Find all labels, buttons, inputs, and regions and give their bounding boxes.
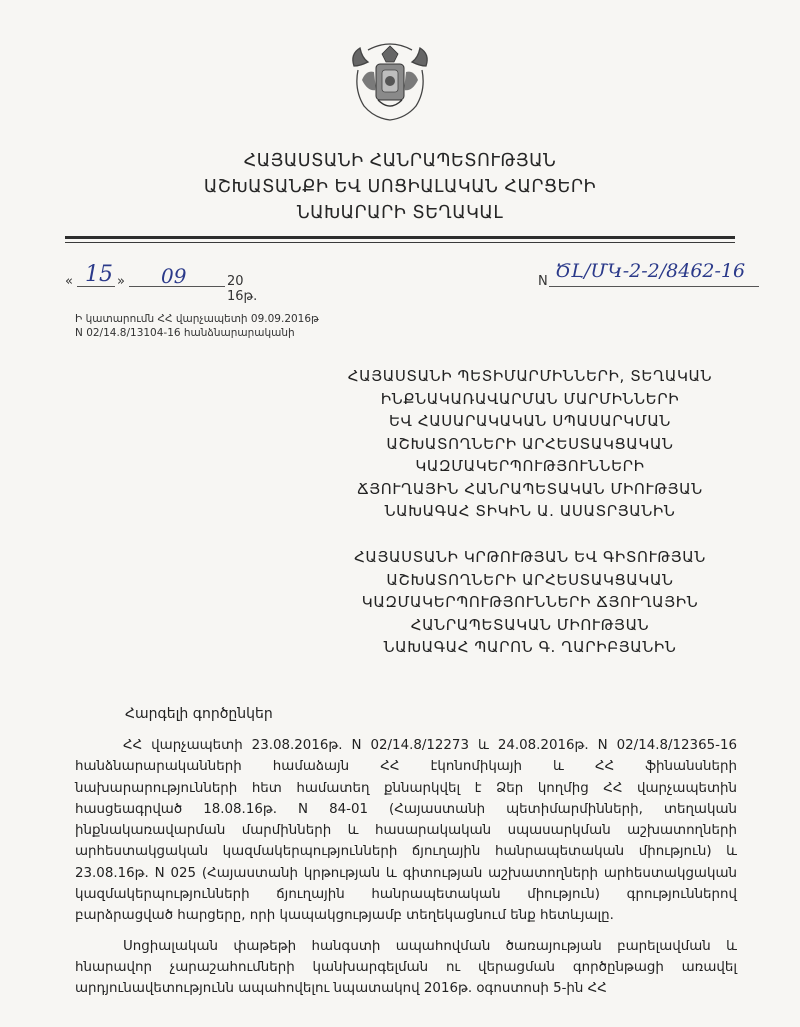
- addressee-line: ԿԱԶՄԱԿԵՐՊՈՒԹՅՈՒՆՆԵՐԻ ՃՅՈՒՂԱՅԻՆ: [361, 593, 699, 611]
- issuer-title: [150, 148, 650, 226]
- header-divider: [65, 236, 735, 239]
- addressee-block-1: [300, 365, 760, 523]
- addressee-line: ՆԱԽԱԳԱՀ ՏԻԿԻՆ Ա. ԱՍԱՏՐՅԱՆԻՆ: [384, 502, 676, 520]
- addressee-line: ԱՇԽԱՏՈՂՆԵՐԻ ԱՐՀԵՍՏԱԿՑԱԿԱՆ: [386, 570, 674, 589]
- addressee-line: ՀԱՅԱՍՏԱՆԻ ՊԵՏԻՄԱՐՄԻՆՆԵՐԻ, ՏԵՂԱԿԱՆ: [347, 367, 713, 385]
- number-label: N: [538, 274, 548, 289]
- date-year: 20 16թ.: [227, 274, 258, 304]
- document-number: ԾԼ/ՄԿ-2-2/8462-16: [555, 260, 746, 282]
- open-quote: «: [65, 274, 73, 289]
- armenian-coat-of-arms-icon: [348, 40, 432, 124]
- issuer-title-line: ՆԱԽԱՐԱՐԻ ՏԵՂԱԿԱԼ: [296, 203, 504, 223]
- salutation: Հարգելի գործընկեր: [125, 706, 273, 722]
- issuer-title-line: ԱՇԽԱՏԱՆՔԻ ԵՎ ՍՈՑԻԱԼԱԿԱՆ ՀԱՐՑԵՐԻ: [203, 177, 597, 197]
- issuer-title-line: ՀԱՅԱՍՏԱՆԻ ՀԱՆՐԱՊԵՏՈՒԹՅԱՆ: [243, 151, 557, 171]
- date-day: 15: [85, 262, 113, 287]
- addressee-line: ՀԱՆՐԱՊԵՏԱԿԱՆ ՄԻՈՒԹՅԱՆ: [410, 615, 650, 634]
- letter-body: [75, 735, 737, 1000]
- header-divider-thin: [65, 242, 735, 243]
- reference-note: [75, 312, 319, 340]
- addressee-line: ԱՇԽԱՏՈՂՆԵՐԻ ԱՐՀԵՍՏԱԿՑԱԿԱՆ: [386, 434, 674, 453]
- month-blank: [129, 286, 225, 287]
- addressee-line: ՀԱՅԱՍՏԱՆԻ ԿՐԹՈՒԹՅԱՆ ԵՎ ԳԻՏՈՒԹՅԱՆ: [354, 548, 706, 566]
- addressee-line: ԿԱԶՄԱԿԵՐՊՈՒԹՅՈՒՆՆԵՐԻ: [415, 457, 645, 475]
- addressee-block-2: [300, 546, 760, 659]
- body-paragraph: ՀՀ վարչապետի 23.08.2016թ. N 02/14.8/12273 և 24.08.2016թ. N 02/14.8/12365-16 հանձնարարականների համաձայն ՀՀ էկոնոմիկայի և ՀՀ ֆինանսների նախարարությունների հետ համատեղ քննարկվել է Ձեր կողմից ՀՀ վարչապետին հասցեագրված 18.08.16թ. N 84-01 (Հայաստանի պետիմարմինների, տեղական ինքնակառավարման մարմինների և հասարակական սպասարկման աշխատողների արհեստակցական կազմակերպությունների ճյուղային հանրապետական միություն) և 23.08.16թ. N 025 (Հայաստանի կրթության և գիտության աշխատողների արհեստակցական կազմակերպությունների ճյուղային հանրապետական միություն) գրություններով բարձրացված հարցերը, որի կապակցությամբ տեղեկացնում ենք հետևյալը.: [75, 738, 737, 924]
- addressee-line: ԵՎ ՀԱՍԱՐԱԿԱԿԱՆ ՍՊԱՍԱՐԿՄԱՆ: [389, 412, 671, 430]
- reference-line: N 02/14.8/13104-16 հանձնարարականի: [75, 327, 295, 339]
- addressee-line: ԻՆՔՆԱԿԱՌԱՎԱՐՄԱՆ ՄԱՐՄԻՆՆԵՐԻ: [380, 389, 680, 408]
- addressee-line: ՆԱԽԱԳԱՀ ՊԱՐՈՆ Գ. ՂԱՐԻԲՅԱՆԻՆ: [383, 638, 677, 656]
- addressee-line: ՃՅՈՒՂԱՅԻՆ ՀԱՆՐԱՊԵՏԱԿԱՆ ՄԻՈՒԹՅԱՆ: [357, 479, 703, 498]
- date-month: 09: [161, 264, 187, 288]
- reference-line: Ի կատարումն ՀՀ վարչապետի 09.09.2016թ: [75, 313, 319, 325]
- number-blank: [549, 286, 759, 287]
- close-quote: »: [117, 274, 125, 289]
- day-blank: [77, 286, 115, 287]
- body-paragraph: Սոցիալական փաթեթի հանգստի ապահովման ծառայության բարելավման և հնարավոր չարաշահումների կանխարգելման ու վերացման գործընթացի առավել արդյունավետությունն ապահովելու նպատակով 2016թ. օգոստոսի 5-ին ՀՀ: [75, 938, 737, 997]
